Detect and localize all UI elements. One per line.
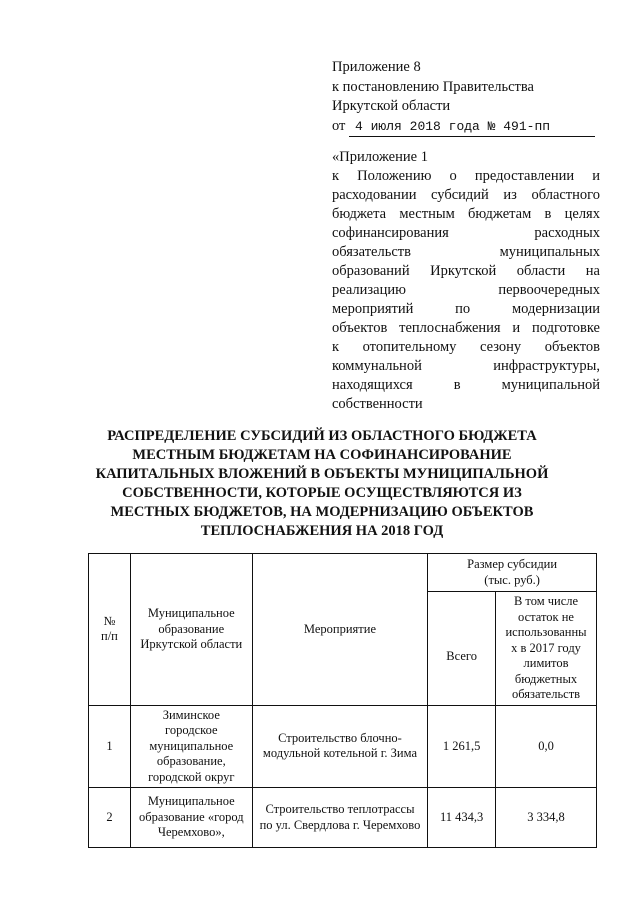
- appendix-line: [332, 376, 600, 395]
- header-remainder-line: бюджетных: [514, 671, 578, 686]
- header-remainder-line: остаток не: [518, 609, 574, 624]
- appendix-line: [332, 357, 600, 376]
- municipality-line: образование «город: [138, 809, 244, 824]
- document-header: [332, 58, 600, 137]
- header-number-line: п/п: [101, 629, 118, 644]
- header-remainder-line: обязательств: [511, 687, 581, 701]
- appendix-word: объектов: [544, 339, 600, 355]
- appendix-word: целях: [564, 206, 600, 222]
- appendix-word: субсидий: [431, 187, 489, 203]
- municipality-line: городское: [165, 723, 218, 737]
- measure-line: по ул. Свердлова г. Черемхово: [259, 817, 421, 832]
- resolution-reference: к постановлению Правительства: [332, 78, 534, 95]
- appendix-word: расходовании: [332, 187, 417, 203]
- appendix-line: [332, 338, 600, 357]
- appendix-word: Положению: [357, 168, 432, 184]
- appendix-word: области: [516, 263, 566, 279]
- appendix-word: инфраструктуры,: [493, 358, 600, 374]
- measure-line: модульной котельной г. Зима: [262, 746, 417, 761]
- appendix-word: в: [453, 377, 461, 393]
- appendix-word: теплоснабжения: [399, 320, 501, 336]
- appendix-word: по: [455, 301, 471, 317]
- header-remainder: [496, 592, 597, 706]
- appendix-word: на: [585, 263, 600, 279]
- appendix-word: к: [332, 339, 340, 355]
- header-subsidy-line: Размер субсидии: [467, 557, 558, 571]
- row-municipality: [130, 788, 252, 848]
- table-header-row: [89, 554, 597, 592]
- appendix-word: реализацию: [332, 282, 406, 298]
- appendix-word: модернизации: [511, 301, 600, 317]
- appendix-word: подготовке: [531, 320, 600, 336]
- appendix-word: находящихся: [332, 377, 413, 393]
- appendix-number: Приложение 8: [332, 59, 421, 75]
- date-prefix: от: [332, 117, 346, 134]
- appendix-line: [332, 300, 600, 319]
- resolution-date: 4 июля 2018 года № 491-пп: [349, 117, 595, 138]
- appendix-word: мероприятий: [332, 301, 414, 317]
- header-total: Всего: [428, 592, 496, 706]
- subsidy-table: [88, 553, 597, 848]
- row-remainder: 3 334,8: [496, 788, 597, 848]
- appendix-word: из: [503, 187, 517, 203]
- header-subsidy-line: (тыс. руб.): [484, 572, 540, 587]
- title-line: МЕСТНЫХ БЮДЖЕТОВ, НА МОДЕРНИЗАЦИЮ ОБЪЕКТОВ: [110, 504, 534, 520]
- municipality-line: образование,: [156, 754, 226, 768]
- appendix-word: бюджетам: [468, 206, 532, 222]
- appendix-line: «Приложение 1: [332, 149, 428, 165]
- appendix-line: [332, 319, 600, 338]
- header-municipality-line: Иркутской области: [140, 637, 243, 651]
- table-row: [89, 788, 597, 848]
- appendix-word: софинансирования: [332, 225, 449, 241]
- region-name: Иркутской области: [332, 98, 451, 114]
- header-municipality-line: Муниципальное: [147, 606, 235, 620]
- header-measure: Мероприятие: [252, 554, 428, 706]
- title-line: МЕСТНЫМ БЮДЖЕТАМ НА СОФИНАНСИРОВАНИЕ: [132, 447, 512, 463]
- row-total: 1 261,5: [428, 705, 496, 788]
- resolution-date-line: [332, 117, 600, 138]
- appendix-word: муниципальных: [499, 244, 600, 260]
- appendix-line: [332, 167, 600, 186]
- appendix-line: собственности: [332, 396, 423, 412]
- appendix-word: коммунальной: [332, 358, 422, 374]
- appendix-word: обязательств: [332, 244, 411, 260]
- appendix-word: о: [449, 168, 457, 184]
- appendix-word: муниципальной: [501, 377, 600, 393]
- appendix-word: отопительному: [362, 339, 457, 355]
- row-measure: [252, 705, 428, 788]
- appendix-reference-block: [332, 148, 600, 414]
- row-number: 1: [89, 705, 131, 788]
- header-remainder-line: лимитов: [523, 656, 569, 670]
- appendix-word: бюджета: [332, 206, 387, 222]
- municipality-line: Муниципальное: [147, 794, 235, 809]
- title-line: СОБСТВЕННОСТИ, КОТОРЫЕ ОСУЩЕСТВЛЯЮТСЯ ИЗ: [122, 485, 522, 501]
- measure-line: Строительство блочно-: [278, 730, 402, 745]
- appendix-word: объектов: [332, 320, 388, 336]
- appendix-word: в: [544, 206, 552, 222]
- row-remainder: 0,0: [496, 705, 597, 788]
- title-line: ТЕПЛОСНАБЖЕНИЯ НА 2018 ГОД: [200, 523, 444, 539]
- measure-line: Строительство теплотрассы: [265, 802, 415, 816]
- header-remainder-line: х в 2017 году: [511, 640, 581, 655]
- header-municipality-line: образование: [158, 621, 225, 636]
- municipality-line: муниципальное: [149, 738, 234, 753]
- appendix-word: расходных: [534, 225, 600, 241]
- appendix-word: местным: [399, 206, 455, 222]
- header-municipality: [130, 554, 252, 706]
- appendix-word: к: [332, 168, 340, 184]
- row-measure: [252, 788, 428, 848]
- appendix-line: [332, 262, 600, 281]
- row-number: 2: [89, 788, 131, 848]
- header-remainder-line: использованны: [505, 625, 587, 639]
- header-remainder-line: В том числе: [513, 594, 579, 608]
- appendix-word: Иркутской: [430, 263, 497, 279]
- appendix-word: и: [512, 320, 521, 336]
- appendix-word: предоставлении: [474, 168, 575, 184]
- municipality-line: Черемхово»,: [157, 825, 225, 840]
- appendix-line: [332, 205, 600, 224]
- appendix-word: сезону: [479, 339, 522, 355]
- row-municipality: [130, 705, 252, 788]
- municipality-line: городской округ: [148, 769, 235, 784]
- municipality-line: Зиминское: [162, 707, 220, 722]
- header-number: [89, 554, 131, 706]
- appendix-word: областного: [531, 187, 600, 203]
- appendix-word: первоочередных: [498, 282, 600, 298]
- appendix-line: [332, 186, 600, 205]
- appendix-word: образований: [332, 263, 410, 279]
- table-row: [89, 705, 597, 788]
- appendix-word: и: [592, 168, 600, 184]
- appendix-line: [332, 281, 600, 300]
- row-total: 11 434,3: [428, 788, 496, 848]
- document-title: [82, 427, 562, 541]
- appendix-line: [332, 224, 600, 243]
- header-subsidy: [428, 554, 597, 592]
- appendix-line: [332, 243, 600, 262]
- title-line: КАПИТАЛЬНЫХ ВЛОЖЕНИЙ В ОБЪЕКТЫ МУНИЦИПАЛЬНОЙ: [95, 466, 549, 482]
- title-line: РАСПРЕДЕЛЕНИЕ СУБСИДИЙ ИЗ ОБЛАСТНОГО БЮДЖЕТА: [107, 428, 537, 444]
- header-number-line: №: [103, 613, 116, 628]
